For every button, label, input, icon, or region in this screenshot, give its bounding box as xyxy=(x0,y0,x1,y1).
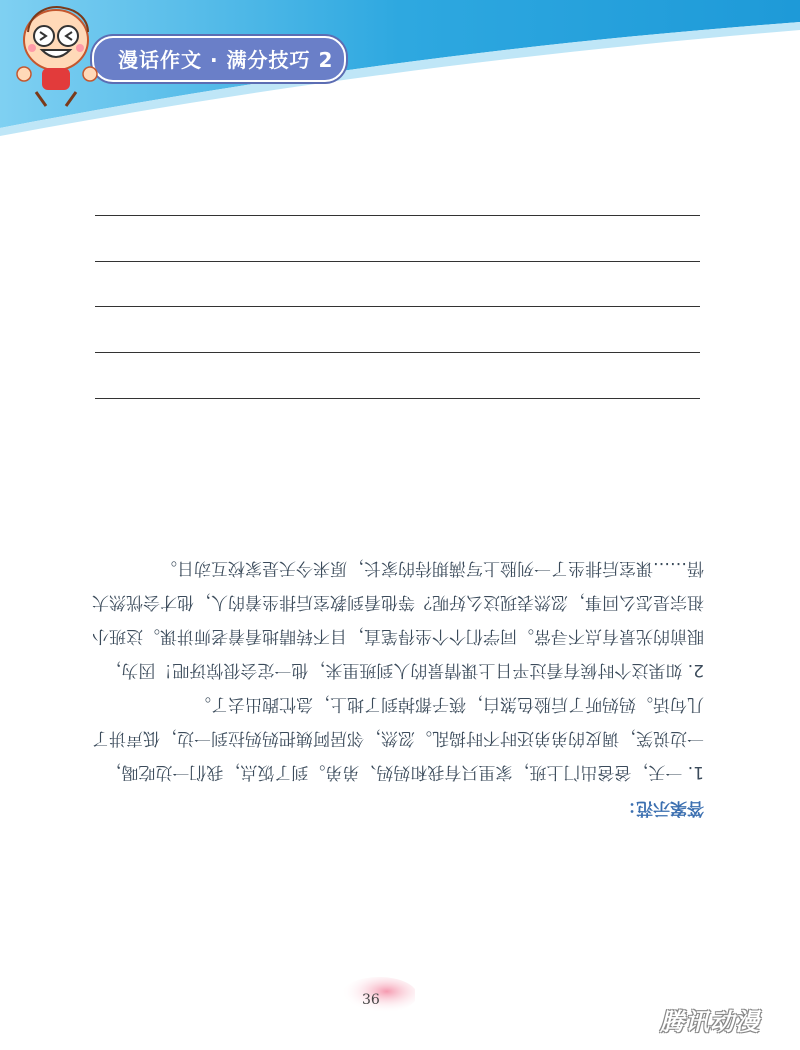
mascot-illustration xyxy=(6,2,116,112)
writing-line xyxy=(95,398,700,399)
answer-example-upside-down xyxy=(92,470,704,825)
book-title: 漫话作文 · 满分技巧 2 xyxy=(118,48,334,72)
writing-line xyxy=(95,352,700,353)
answer-heading: 答案示范： xyxy=(619,798,704,818)
watermark-logo: 腾讯动漫 xyxy=(660,1008,760,1036)
writing-line xyxy=(95,306,700,307)
answer-paragraph: 1. 一天，爸爸出门上班，家里只有我和妈妈、弟弟。到了饭点，我们一边吃喝，一边说笑，调皮的弟弟还时不时捣乱。忽然，邻居阿姨把妈妈拉到一边，低声讲了几句话。妈妈听了后脸色煞白，筷子都掉到了地上，急忙跑出去了。 xyxy=(92,694,704,782)
page-number: 36 xyxy=(362,992,380,1008)
writing-line xyxy=(95,215,700,216)
writing-line xyxy=(95,261,700,262)
answer-paragraph: 2. 如果这个时候有看过平日上课情景的人到班里来，他一定会很惊讶吧！因为，眼前的光景有点不寻常。同学们个个坐得笔直，目不转睛地看着老师讲课。这班小祖宗是怎么回事，忽然表现这么好呢？等他看到教室后排坐着的人，他才会恍然大悟……课室后排坐了一列脸上写满期待的家长，原来今天是家校互动日。 xyxy=(92,558,704,680)
